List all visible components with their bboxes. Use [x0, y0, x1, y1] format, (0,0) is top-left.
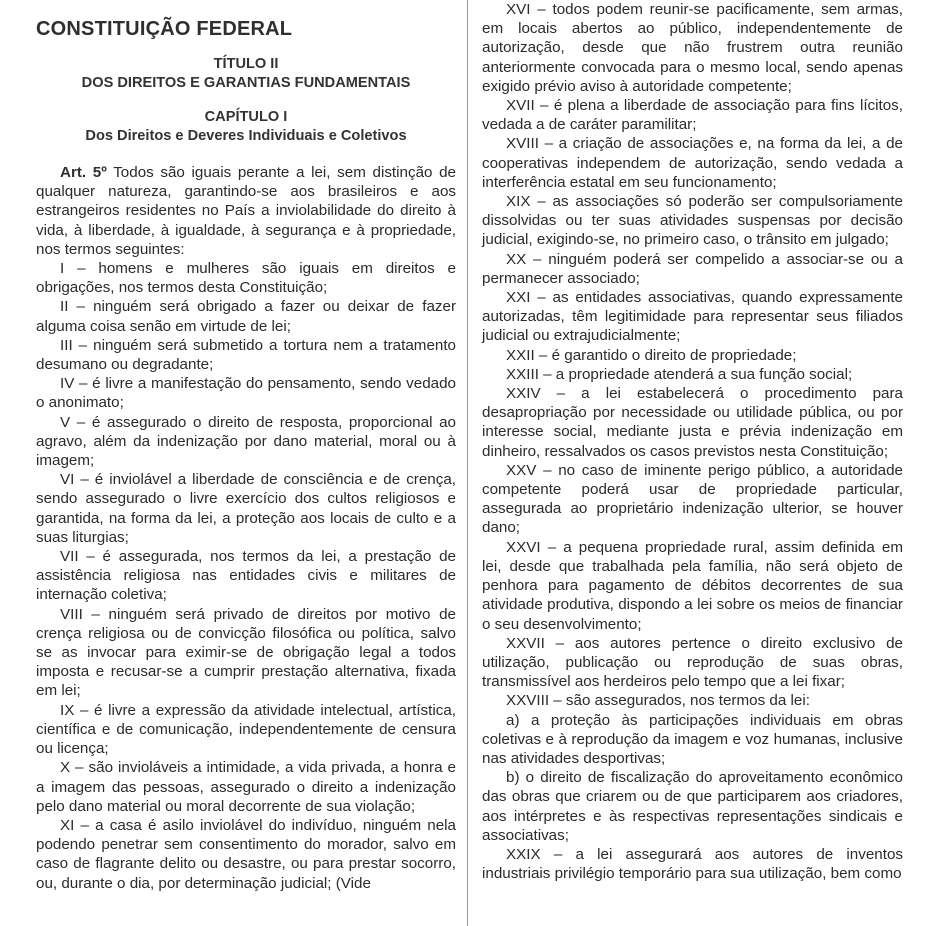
right-item-XXVIII-b: b) o direito de fiscalização do aproveitamento econômico das obras que criarem ou de que participarem aos criadores, aos intérpretes e às respectivas representações sindicais e associativas;: [482, 769, 903, 844]
capitulo-label: CAPÍTULO I: [204, 109, 288, 125]
right-column: [482, 0, 903, 883]
right-item-XVII: XVII – é plena a liberdade de associação para fins lícitos, vedada a de caráter paramilitar;: [482, 97, 903, 134]
left-item-X: X – são invioláveis a intimidade, a vida privada, a honra e a imagem das pessoas, assegurado o direito a indenização pelo dano material ou moral decorrente de sua violação;: [36, 759, 456, 815]
document-title: CONSTITUIÇÃO FEDERAL: [36, 18, 293, 40]
right-item-XXIX: XXIX – a lei assegurará aos autores de inventos industriais privilégio temporário para sua utilização, bem como: [482, 845, 903, 883]
left-item-IV: IV – é livre a manifestação do pensamento, sendo vedado o anonimato;: [36, 375, 456, 412]
right-item-XXIII: XXIII – a propriedade atenderá a sua função social;: [506, 365, 853, 383]
column-divider: [467, 0, 468, 926]
article-paragraph: [36, 163, 456, 259]
left-item-II: II – ninguém será obrigado a fazer ou deixar de fazer alguma coisa senão em virtude de lei;: [36, 298, 456, 335]
titulo-name: DOS DIREITOS E GARANTIAS FUNDAMENTAIS: [81, 75, 411, 91]
left-item-I: I – homens e mulheres são iguais em direitos e obrigações, nos termos desta Constituição;: [36, 260, 456, 297]
right-item-XXVIII-a: a) a proteção às participações individuais em obras coletivas e à reprodução da imagem e voz humanas, inclusive nas atividades desportivas;: [482, 711, 903, 767]
left-item-VI: VI – é inviolável a liberdade de consciência e de crença, sendo assegurado o livre exercício dos cultos religiosos e garantida, na forma da lei, a proteção aos locais de culto e a suas liturgias;: [36, 471, 456, 546]
left-item-VII: VII – é assegurada, nos termos da lei, a prestação de assistência religiosa nas entidades civis e militares de internação coletiva;: [36, 548, 456, 604]
left-item-XI: XI – a casa é asilo inviolável do indivíduo, ninguém nela podendo penetrar sem consentimento do morador, salvo em caso de flagrante delito ou desastre, ou para prestar socorro, ou, durante o dia, por determinação judicial; (Vide: [36, 816, 456, 892]
article-intro: Todos são iguais perante a lei, sem distinção de qualquer natureza, garantindo-se aos brasileiros e aos estrangeiros residentes no País a inviolabilidade do direito à vida, à liberdade, à igualdade, à segurança e à propriedade, nos termos seguintes:: [36, 164, 457, 258]
left-item-III: III – ninguém será submetido a tortura nem a tratamento desumano ou degradante;: [36, 336, 456, 374]
article-label: Art. 5º: [60, 164, 107, 181]
right-item-XXIV: XXIV – a lei estabelecerá o procedimento para desapropriação por necessidade ou utilidade pública, ou por interesse social, mediante justa e prévia indenização em dinheiro, ressalvados os casos previstos nesta Constituição;: [482, 385, 903, 460]
right-item-XXII: XXII – é garantido o direito de propriedade;: [506, 346, 797, 364]
titulo-label: TÍTULO II: [213, 56, 279, 72]
right-item-XX: XX – ninguém poderá ser compelido a associar-se ou a permanecer associado;: [482, 250, 903, 287]
right-item-XVIII: XVIII – a criação de associações e, na forma da lei, a de cooperativas independem de autorização, sendo vedada a interferência estatal em seu funcionamento;: [482, 135, 903, 191]
right-item-XIX: XIX – as associações só poderão ser compulsoriamente dissolvidas ou ter suas atividades suspensas por decisão judicial, exigindo-se, no primeiro caso, o trânsito em julgado;: [482, 193, 903, 249]
capitulo-name: Dos Direitos e Deveres Individuais e Coletivos: [85, 128, 407, 144]
right-item-XXVII: XXVII – aos autores pertence o direito exclusivo de utilização, publicação ou reprodução de suas obras, transmissível aos herdeiros pelo tempo que a lei fixar;: [482, 634, 903, 691]
right-item-XXI: XXI – as entidades associativas, quando expressamente autorizadas, têm legitimidade para representar seus filiados judicial ou extrajudicialmente;: [482, 289, 903, 345]
left-item-VIII: VIII – ninguém será privado de direitos por motivo de crença religiosa ou de convicção filosófica ou política, salvo se as invocar para eximir-se de obrigação legal a todos imposta e recusar-se a cumprir prestação alternativa, fixada em lei;: [36, 605, 456, 700]
left-item-IX: IX – é livre a expressão da atividade intelectual, artística, científica e de comunicação, independentemente de censura ou licença;: [36, 701, 456, 758]
right-item-XVI: XVI – todos podem reunir-se pacificamente, sem armas, em locais abertos ao público, independentemente de autorização, desde que não frustrem outra reunião anteriormente convocada para o mesmo local, sendo apenas exigido prévio aviso à autoridade competente;: [482, 1, 903, 95]
right-item-XXVI: XXVI – a pequena propriedade rural, assim definida em lei, desde que trabalhada pela família, não será objeto de penhora para pagamento de débitos decorrentes de sua atividade produtiva, dispondo a lei sobre os meios de financiar o seu desenvolvimento;: [482, 538, 903, 633]
left-column: [36, 0, 456, 893]
left-item-V: V – é assegurado o direito de resposta, proporcional ao agravo, além da indenização por dano material, moral ou à imagem;: [36, 413, 456, 470]
right-item-XXVIII: XXVIII – são assegurados, nos termos da lei:: [506, 692, 810, 710]
right-item-XXV: XXV – no caso de iminente perigo público, a autoridade competente poderá usar de propriedade particular, assegurada ao proprietário indenização ulterior, se houver dano;: [482, 461, 903, 537]
